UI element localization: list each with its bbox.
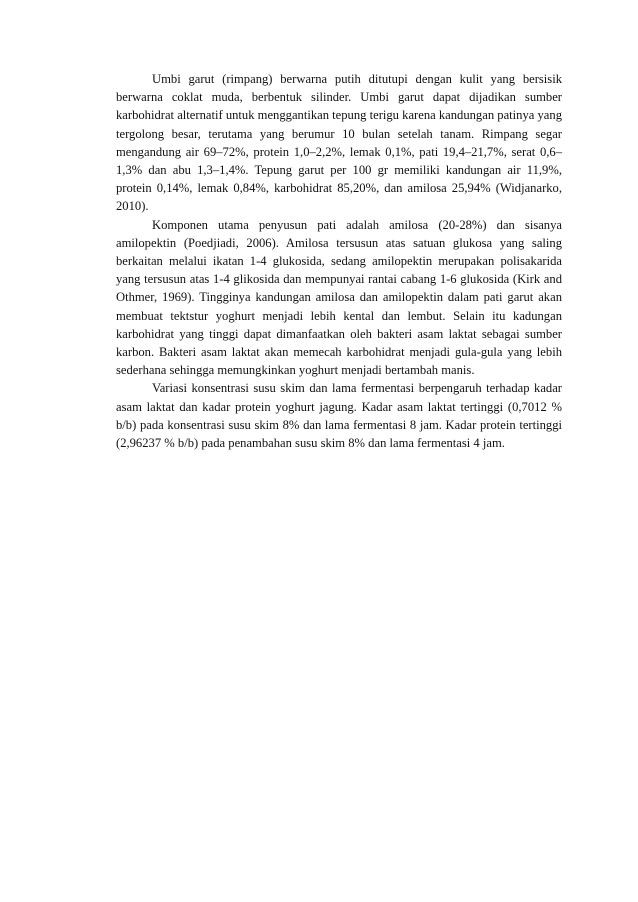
paragraph-variasi-konsentrasi: Variasi konsentrasi susu skim dan lama fermentasi berpengaruh terhadap kadar asam laktat dan kadar protein yoghurt jagung. Kadar asam laktat tertinggi (0,7012 % b/b) pada konsentrasi susu skim 8% dan lama fermentasi 8 jam. Kadar protein tertinggi (2,96237 % b/b) pada penambahan susu skim 8% dan lama fermentasi 4 jam.	[116, 381, 562, 451]
paragraph-komponen-pati: Komponen utama penyusun pati adalah amilosa (20-28%) dan sisanya amilopektin (Poedjiadi, 2006). Amilosa tersusun atas satuan glukosa yang saling berkaitan melalui ikatan 1-4 glukosida, sedang amilopektin merupakan polisakarida yang tersusun atas 1-4 glikosida dan mempunyai rantai cabang 1-6 glukosida (Kirk and Othmer, 1969). Tingginya kandungan amilosa dan amilopektin dalam pati garut akan membuat tektstur yoghurt menjadi lebih kental dan lembut. Selain itu kadungan karbohidrat yang tinggi dapat dimanfaatkan oleh bakteri asam laktat sebagai sumber karbon. Bakteri asam laktat akan memecah karbohidrat menjadi gula-gula yang lebih sederhana sehingga memungkinkan yoghurt menjadi bertambah manis.	[116, 217, 562, 378]
paragraph-umbi-garut: Umbi garut (rimpang) berwarna putih ditutupi dengan kulit yang bersisik berwarna coklat muda, berbentuk silinder. Umbi garut dapat dijadikan sumber karbohidrat alternatif untuk menggantikan tepung terigu karena kandungan patinya yang tergolong besar, terutama yang berumur 10 bulan setelah tanam. Rimpang segar mengandung air 69–72%, protein 1,0–2,2%, lemak 0,1%, pati 19,4–21,7%, serat 0,6–1,3% dan abu 1,3–1,4%. Tepung garut per 100 gr memiliki kandungan air 11,9%, protein 0,14%, lemak 0,84%, karbohidrat 85,20%, dan amilosa 25,94% (Widjanarko, 2010).	[116, 72, 562, 214]
body-text	[116, 70, 562, 452]
